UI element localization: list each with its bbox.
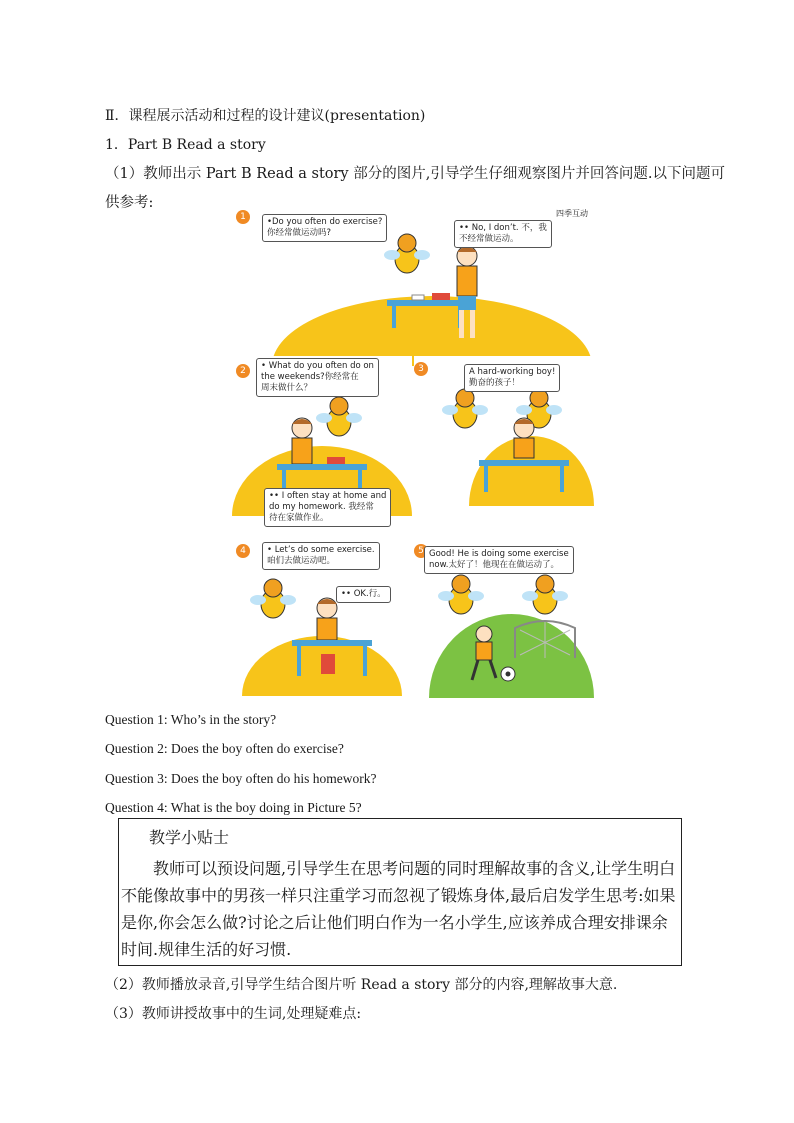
comic-panel-3	[414, 356, 594, 516]
story-comic	[232, 206, 594, 698]
comic-panel-5	[414, 536, 594, 698]
sub-heading: 1．Part B Read a story	[105, 137, 266, 153]
speech-bubble: Good! He is doing some exercise now.太好了！他现在在做运动了。	[424, 546, 574, 574]
tip-title: 教学小贴士	[149, 828, 230, 847]
panel-number: 2	[236, 364, 250, 378]
panel-number: 1	[236, 210, 250, 224]
speech-bubble: • Let’s do some exercise. 咱们去做运动吧。	[262, 542, 380, 570]
question-4: Question 4: What is the boy doing in Picture 5?	[105, 800, 362, 815]
panel-number: 5	[414, 544, 428, 558]
step1-paragraph: （1）教师出示 Part B Read a story 部分的图片,引导学生仔细观察图片并回答问题.以下问题可供参考:	[105, 166, 725, 211]
section-heading: Ⅱ．课程展示活动和过程的设计建议(presentation)	[105, 108, 426, 124]
step3-paragraph: （3）教师讲授故事中的生词,处理疑难点:	[105, 1006, 362, 1022]
boy-studying-icon	[474, 414, 574, 494]
step2-paragraph: （2）教师播放录音,引导学生结合图片听 Read a story 部分的内容,理解故事大意.	[105, 977, 618, 993]
question-2: Question 2: Does the boy often do exercise?	[105, 741, 344, 756]
speech-bubble: A hard-working boy! 勤奋的孩子！	[464, 364, 560, 392]
speech-bubble: •• No, I don’t. 不，我 不经常做运动。	[454, 220, 552, 248]
speech-bubble: • What do you often do on the weekends?你经常在 周末做什么？	[256, 358, 379, 397]
boy-figure-icon	[447, 244, 487, 344]
bee-icon	[314, 394, 364, 444]
bee-icon	[382, 231, 432, 281]
panel-number: 4	[236, 544, 250, 558]
soccer-goal-icon	[510, 620, 580, 660]
speech-bubble: •• OK.行。	[336, 586, 391, 603]
comic-panel-2	[232, 356, 412, 531]
boy-figure-icon	[287, 594, 387, 684]
comic-panel-4	[232, 536, 412, 696]
bee-icon	[436, 572, 486, 622]
question-1: Question 1: Who’s in the story?	[105, 712, 277, 727]
panel-number: 3	[414, 362, 428, 376]
teaching-tip-box	[118, 818, 682, 966]
question-3: Question 3: Does the boy often do his homework?	[105, 771, 377, 786]
speech-bubble: •Do you often do exercise? 你经常做运动吗?	[262, 214, 387, 242]
corner-logo: 四季互动	[556, 209, 588, 218]
tip-body: 教师可以预设问题,引导学生在思考问题的同时理解故事的含义,让学生明白不能像故事中的男孩一样只注重学习而忽视了锻炼身体,最后启发学生思考:如果是你,你会怎么做?讨论之后让他们明白作为一名小学生,应该养成合理安排课余时间.规律生活的好习惯.	[121, 859, 676, 959]
comic-panel-1	[232, 206, 594, 351]
bee-icon	[520, 572, 570, 622]
speech-bubble: •• I often stay at home and do my homework. 我经常 待在家做作业。	[264, 488, 391, 527]
soccer-ball-icon	[500, 666, 516, 682]
